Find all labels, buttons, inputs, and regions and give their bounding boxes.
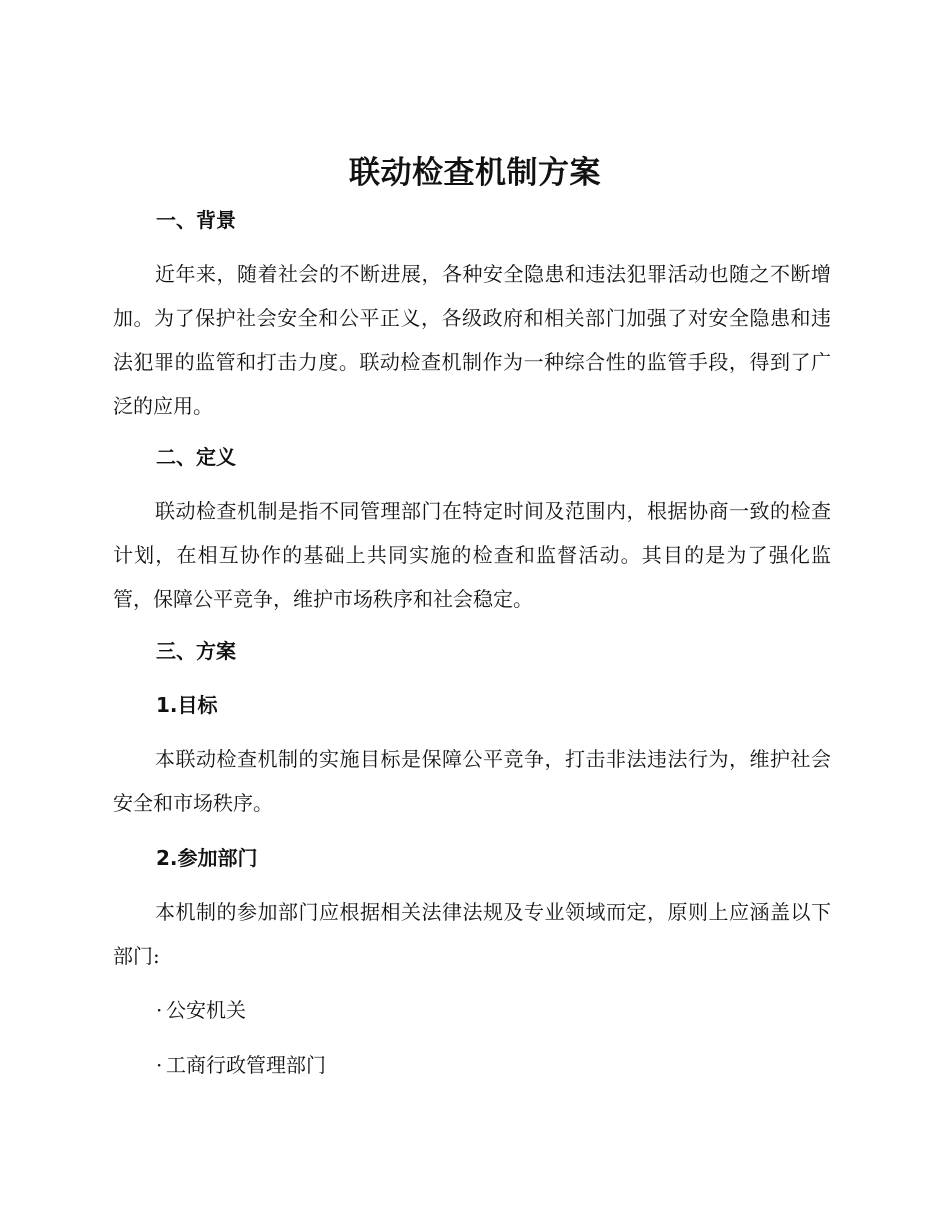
paragraph-definition: 联动检查机制是指不同管理部门在特定时间及范围内，根据协商一致的检查计划，在相互协作的基础上共同实施的检查和监督活动。其目的是为了强化监管，保障公平竞争，维护市场秩序和社会稳定。	[113, 499, 831, 611]
document-title: 联动检查机制方案	[349, 155, 601, 191]
list-item-label: 工商行政管理部门	[166, 1053, 326, 1077]
paragraph-goal: 本联动检查机制的实施目标是保障公平竞争，打击非法违法行为，维护社会安全和市场秩序。	[113, 747, 831, 815]
subheading-goal: 1.目标	[156, 693, 218, 717]
section-heading-plan: 三、方案	[156, 639, 236, 663]
list-item	[156, 995, 246, 1025]
section-heading-background: 一、背景	[156, 208, 236, 232]
subheading-departments: 2.参加部门	[156, 846, 258, 870]
list-item-label: 公安机关	[166, 998, 246, 1022]
bullet-symbol: ·	[156, 1053, 163, 1077]
section-heading-definition: 二、定义	[156, 445, 236, 469]
list-item	[156, 1050, 326, 1080]
bullet-symbol: ·	[156, 998, 163, 1022]
paragraph-departments: 本机制的参加部门应根据相关法律法规及专业领域而定，原则上应涵盖以下部门:	[113, 900, 831, 968]
paragraph-background: 近年来，随着社会的不断进展，各种安全隐患和违法犯罪活动也随之不断增加。为了保护社会安全和公平正义，各级政府和相关部门加强了对安全隐患和违法犯罪的监管和打击力度。联动检查机制作为一种综合性的监管手段，得到了广泛的应用。	[113, 262, 831, 418]
